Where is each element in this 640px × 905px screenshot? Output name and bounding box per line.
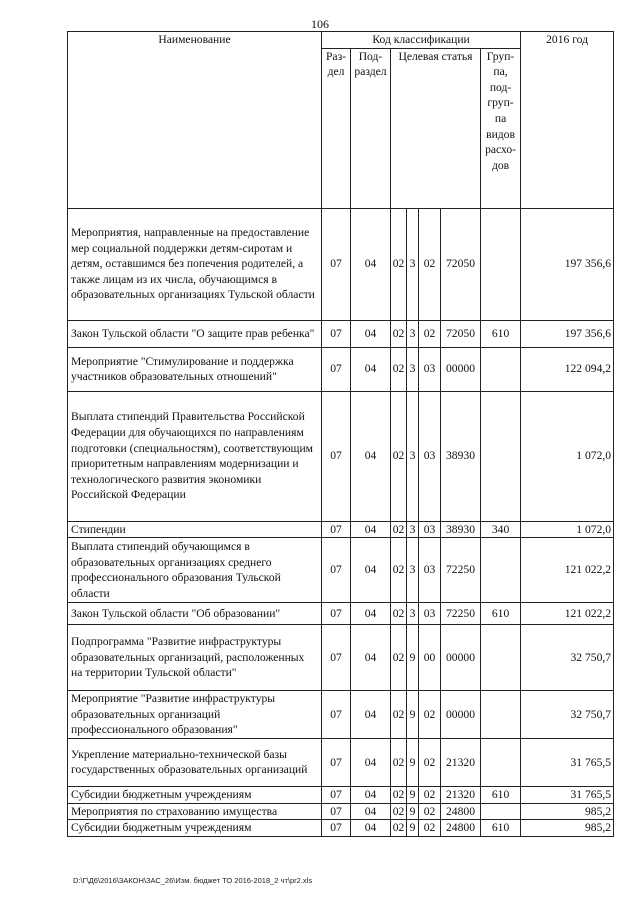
table-row bbox=[68, 347, 614, 391]
row-amount: 1 072,0 bbox=[521, 521, 614, 538]
row-expense-group: 610 bbox=[481, 603, 521, 625]
row-target-event: 02 bbox=[419, 803, 441, 820]
row-expense-group bbox=[481, 391, 521, 521]
row-target-direction: 21320 bbox=[441, 738, 481, 786]
row-name: Закон Тульской области "О защите прав ребенка" bbox=[68, 320, 322, 347]
table-row bbox=[68, 208, 614, 320]
page-number: 106 bbox=[311, 17, 329, 31]
row-podrazdel: 04 bbox=[351, 208, 391, 320]
row-expense-group: 340 bbox=[481, 521, 521, 538]
row-razdel: 07 bbox=[322, 625, 351, 691]
row-podrazdel: 04 bbox=[351, 738, 391, 786]
row-expense-group bbox=[481, 347, 521, 391]
row-target-program: 02 bbox=[391, 738, 407, 786]
table-row bbox=[68, 603, 614, 625]
row-expense-group bbox=[481, 691, 521, 739]
row-podrazdel: 04 bbox=[351, 820, 391, 837]
row-target-program: 02 bbox=[391, 521, 407, 538]
row-amount: 121 022,2 bbox=[521, 603, 614, 625]
table-row bbox=[68, 538, 614, 603]
header-group: Груп-па, под-груп-па видов расхо-дов bbox=[481, 48, 521, 208]
footer-path: D:\Г\Д6\2016\ЗАКОН\ЗАС_26\Изм. бюджет ТО 2016-2018_2 чт\pr2.xls bbox=[73, 876, 313, 885]
row-amount: 32 750,7 bbox=[521, 625, 614, 691]
header-year: 2016 год bbox=[521, 32, 614, 209]
row-target-event: 03 bbox=[419, 391, 441, 521]
row-target-subprogram: 9 bbox=[407, 738, 419, 786]
row-target-direction: 38930 bbox=[441, 521, 481, 538]
row-razdel: 07 bbox=[322, 320, 351, 347]
row-target-event: 02 bbox=[419, 320, 441, 347]
row-expense-group: 610 bbox=[481, 820, 521, 837]
row-target-direction: 00000 bbox=[441, 347, 481, 391]
row-name: Мероприятия по страхованию имущества bbox=[68, 803, 322, 820]
row-amount: 197 356,6 bbox=[521, 320, 614, 347]
row-target-program: 02 bbox=[391, 625, 407, 691]
header-code-group: Код классификации bbox=[322, 32, 521, 49]
row-podrazdel: 04 bbox=[351, 391, 391, 521]
header-name: Наименование bbox=[68, 32, 322, 209]
row-amount: 32 750,7 bbox=[521, 691, 614, 739]
row-target-program: 02 bbox=[391, 603, 407, 625]
row-name: Мероприятие "Развитие инфраструктуры образовательных организаций профессионального образования" bbox=[68, 691, 322, 739]
row-amount: 121 022,2 bbox=[521, 538, 614, 603]
row-amount: 122 094,2 bbox=[521, 347, 614, 391]
row-name: Выплата стипендий Правительства Российской Федерации для обучающихся по направлениям подготовки (специальностям), соответствующим приоритетным направлениям модернизации и технологического развития экономики Российской Федерации bbox=[68, 391, 322, 521]
row-podrazdel: 04 bbox=[351, 521, 391, 538]
row-target-event: 02 bbox=[419, 786, 441, 803]
row-target-event: 02 bbox=[419, 208, 441, 320]
row-name: Подпрограмма "Развитие инфраструктуры образовательных организаций, расположенных на территории Тульской области" bbox=[68, 625, 322, 691]
row-podrazdel: 04 bbox=[351, 320, 391, 347]
row-target-direction: 72250 bbox=[441, 538, 481, 603]
row-target-subprogram: 3 bbox=[407, 391, 419, 521]
row-name: Закон Тульской области "Об образовании" bbox=[68, 603, 322, 625]
row-target-subprogram: 3 bbox=[407, 320, 419, 347]
row-expense-group: 610 bbox=[481, 786, 521, 803]
table-row bbox=[68, 521, 614, 538]
row-target-subprogram: 3 bbox=[407, 347, 419, 391]
table-row bbox=[68, 625, 614, 691]
row-target-program: 02 bbox=[391, 820, 407, 837]
row-podrazdel: 04 bbox=[351, 538, 391, 603]
row-target-subprogram: 9 bbox=[407, 803, 419, 820]
row-target-direction: 38930 bbox=[441, 391, 481, 521]
row-amount: 985,2 bbox=[521, 820, 614, 837]
row-target-direction: 72250 bbox=[441, 603, 481, 625]
row-target-event: 02 bbox=[419, 691, 441, 739]
row-amount: 197 356,6 bbox=[521, 208, 614, 320]
header-razdel: Раз-дел bbox=[322, 48, 351, 208]
row-target-event: 00 bbox=[419, 625, 441, 691]
row-podrazdel: 04 bbox=[351, 347, 391, 391]
row-target-event: 03 bbox=[419, 603, 441, 625]
row-target-event: 02 bbox=[419, 738, 441, 786]
header-target: Целевая статья bbox=[391, 48, 481, 208]
row-target-program: 02 bbox=[391, 538, 407, 603]
row-target-subprogram: 3 bbox=[407, 603, 419, 625]
row-target-event: 03 bbox=[419, 347, 441, 391]
row-target-direction: 21320 bbox=[441, 786, 481, 803]
row-amount: 1 072,0 bbox=[521, 391, 614, 521]
row-razdel: 07 bbox=[322, 603, 351, 625]
row-razdel: 07 bbox=[322, 347, 351, 391]
row-expense-group bbox=[481, 208, 521, 320]
row-target-subprogram: 3 bbox=[407, 521, 419, 538]
row-expense-group: 610 bbox=[481, 320, 521, 347]
row-name: Субсидии бюджетным учреждениям bbox=[68, 786, 322, 803]
row-expense-group bbox=[481, 738, 521, 786]
row-target-direction: 72050 bbox=[441, 320, 481, 347]
row-target-subprogram: 9 bbox=[407, 786, 419, 803]
row-amount: 985,2 bbox=[521, 803, 614, 820]
row-target-program: 02 bbox=[391, 691, 407, 739]
row-name: Субсидии бюджетным учреждениям bbox=[68, 820, 322, 837]
row-razdel: 07 bbox=[322, 538, 351, 603]
row-amount: 31 765,5 bbox=[521, 786, 614, 803]
budget-table bbox=[67, 31, 614, 837]
row-name: Стипендии bbox=[68, 521, 322, 538]
row-razdel: 07 bbox=[322, 738, 351, 786]
table-row bbox=[68, 786, 614, 803]
row-target-subprogram: 9 bbox=[407, 820, 419, 837]
row-target-program: 02 bbox=[391, 347, 407, 391]
row-razdel: 07 bbox=[322, 521, 351, 538]
row-name: Мероприятия, направленные на предоставление мер социальной поддержки детям-сиротам и детям, оставшимся без попечения родителей, а также лицам из их числа, обучающимся в образовательных организациях Тульской области bbox=[68, 208, 322, 320]
row-expense-group bbox=[481, 625, 521, 691]
row-target-program: 02 bbox=[391, 208, 407, 320]
table-row bbox=[68, 803, 614, 820]
row-target-subprogram: 3 bbox=[407, 208, 419, 320]
row-podrazdel: 04 bbox=[351, 691, 391, 739]
row-target-event: 03 bbox=[419, 521, 441, 538]
row-target-program: 02 bbox=[391, 391, 407, 521]
row-target-event: 02 bbox=[419, 820, 441, 837]
row-razdel: 07 bbox=[322, 208, 351, 320]
row-name: Мероприятие "Стимулирование и поддержка участников образовательных отношений" bbox=[68, 347, 322, 391]
row-razdel: 07 bbox=[322, 803, 351, 820]
row-podrazdel: 04 bbox=[351, 803, 391, 820]
row-razdel: 07 bbox=[322, 820, 351, 837]
row-name: Укрепление материально-технической базы государственных образовательных организаций bbox=[68, 738, 322, 786]
table-row bbox=[68, 320, 614, 347]
row-target-event: 03 bbox=[419, 538, 441, 603]
row-target-subprogram: 9 bbox=[407, 691, 419, 739]
row-razdel: 07 bbox=[322, 391, 351, 521]
row-target-program: 02 bbox=[391, 803, 407, 820]
row-name: Выплата стипендий обучающимся в образовательных организациях среднего профессионального образования Тульской области bbox=[68, 538, 322, 603]
row-target-subprogram: 3 bbox=[407, 538, 419, 603]
row-target-direction: 00000 bbox=[441, 691, 481, 739]
row-podrazdel: 04 bbox=[351, 603, 391, 625]
header-podrazdel: Под-раздел bbox=[351, 48, 391, 208]
row-target-direction: 00000 bbox=[441, 625, 481, 691]
row-razdel: 07 bbox=[322, 691, 351, 739]
row-expense-group bbox=[481, 538, 521, 603]
table-row bbox=[68, 691, 614, 739]
row-razdel: 07 bbox=[322, 786, 351, 803]
table-body bbox=[68, 208, 614, 836]
row-target-subprogram: 9 bbox=[407, 625, 419, 691]
row-amount: 31 765,5 bbox=[521, 738, 614, 786]
row-podrazdel: 04 bbox=[351, 625, 391, 691]
row-target-program: 02 bbox=[391, 786, 407, 803]
row-expense-group bbox=[481, 803, 521, 820]
table-row bbox=[68, 738, 614, 786]
row-target-direction: 72050 bbox=[441, 208, 481, 320]
row-podrazdel: 04 bbox=[351, 786, 391, 803]
table-row bbox=[68, 391, 614, 521]
row-target-direction: 24800 bbox=[441, 803, 481, 820]
row-target-direction: 24800 bbox=[441, 820, 481, 837]
row-target-program: 02 bbox=[391, 320, 407, 347]
table-row bbox=[68, 820, 614, 837]
